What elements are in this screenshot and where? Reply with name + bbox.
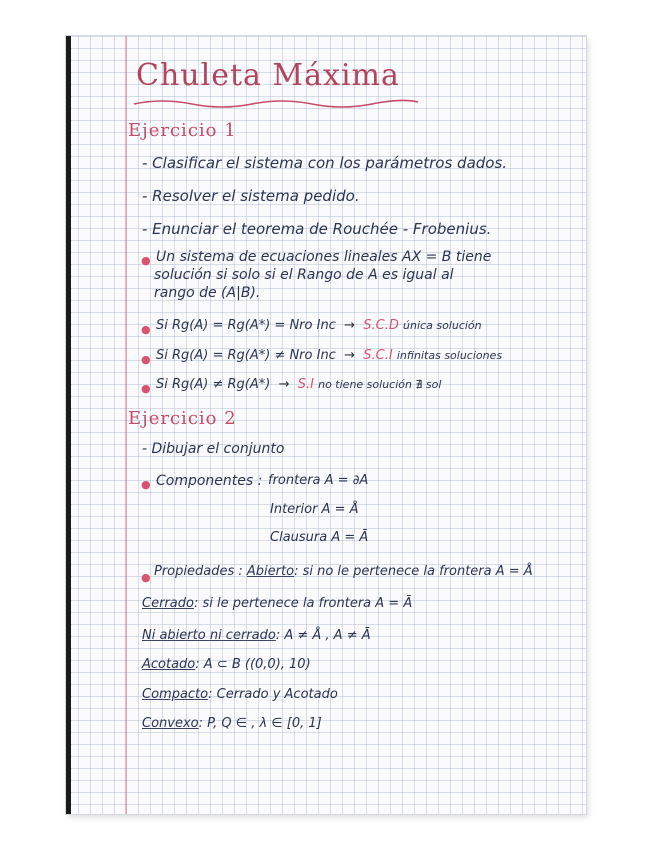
bullet-dot: ●: [141, 478, 151, 491]
definition-row: [142, 687, 338, 702]
theorem-line: rango de (A|B).: [154, 285, 261, 301]
page-title: Chuleta Máxima: [136, 58, 400, 93]
theorem-line: Un sistema de ecuaciones lineales AX = B tiene: [156, 249, 492, 265]
definition-term: Compacto: [142, 687, 209, 702]
definition-row: [142, 596, 412, 611]
notebook-page: [66, 36, 586, 814]
arrow-icon: →: [274, 377, 294, 392]
properties-row: [154, 564, 533, 579]
task-item: - Resolver el sistema pedido.: [142, 187, 360, 205]
definition-term: Convexo: [142, 716, 199, 731]
clausura-def: Clausura A = Ā: [270, 530, 369, 545]
definition-row: [142, 716, 322, 731]
case-condition: Si Rg(A) = Rg(A*) = Nro Inc: [156, 318, 336, 333]
case-result: S.C.I: [363, 348, 393, 363]
definition-term: Ni abierto ni cerrado: [142, 628, 276, 643]
task-item: - Clasificar el sistema con los parámetros dados.: [142, 154, 508, 172]
section-heading-ejercicio-1: Ejercicio 1: [128, 120, 237, 141]
definition-text: : si le pertenece la frontera A = Ā: [193, 596, 413, 611]
theorem-line: solución si solo si el Rango de A es igual al: [154, 267, 454, 283]
arrow-icon: →: [339, 318, 360, 333]
definition-row: [142, 657, 311, 672]
case-note: infinitas soluciones: [396, 349, 503, 362]
frontera-def: frontera A = ∂A: [268, 473, 369, 488]
task-item: - Dibujar el conjunto: [142, 441, 285, 457]
bullet-dot: ●: [141, 323, 151, 336]
definition-text: : A ≠ Å , A ≠ Ā: [275, 628, 371, 643]
case-row: [156, 348, 502, 363]
abierto-label: Abierto: [246, 564, 295, 579]
bullet-dot: ●: [141, 254, 151, 267]
case-row: [156, 377, 441, 392]
interior-def: Interior A = Å: [270, 502, 359, 517]
bullet-dot: ●: [141, 382, 151, 395]
definition-text: : P, Q ∈ , λ ∈ [0, 1]: [198, 716, 322, 731]
abierto-definition: : si no le pertenece la frontera A = Å: [294, 564, 533, 579]
case-note: única solución: [403, 319, 482, 332]
case-condition: Si Rg(A) ≠ Rg(A*): [156, 377, 271, 392]
definition-text: : Cerrado y Acotado: [208, 687, 338, 702]
case-row: [156, 318, 482, 333]
arrow-icon: →: [339, 348, 360, 363]
bullet-dot: ●: [141, 571, 151, 584]
case-condition: Si Rg(A) = Rg(A*) ≠ Nro Inc: [156, 348, 336, 363]
definition-term: Acotado: [142, 657, 196, 672]
bullet-dot: ●: [141, 353, 151, 366]
case-result: S.I: [297, 377, 314, 392]
case-note: no tiene solución ∄ sol: [318, 378, 442, 391]
margin-line: [125, 36, 127, 814]
section-heading-ejercicio-2: Ejercicio 2: [128, 408, 237, 429]
properties-label: Propiedades :: [154, 564, 243, 579]
title-underline: [132, 96, 422, 110]
definition-text: : A ⊂ B ((0,0), 10): [195, 657, 311, 672]
task-item: - Enunciar el teorema de Rouchée - Frobenius.: [142, 220, 492, 238]
components-label: Componentes :: [156, 473, 263, 489]
case-result: S.C.D: [363, 318, 399, 333]
definition-term: Cerrado: [142, 596, 194, 611]
definition-row: [142, 628, 371, 643]
